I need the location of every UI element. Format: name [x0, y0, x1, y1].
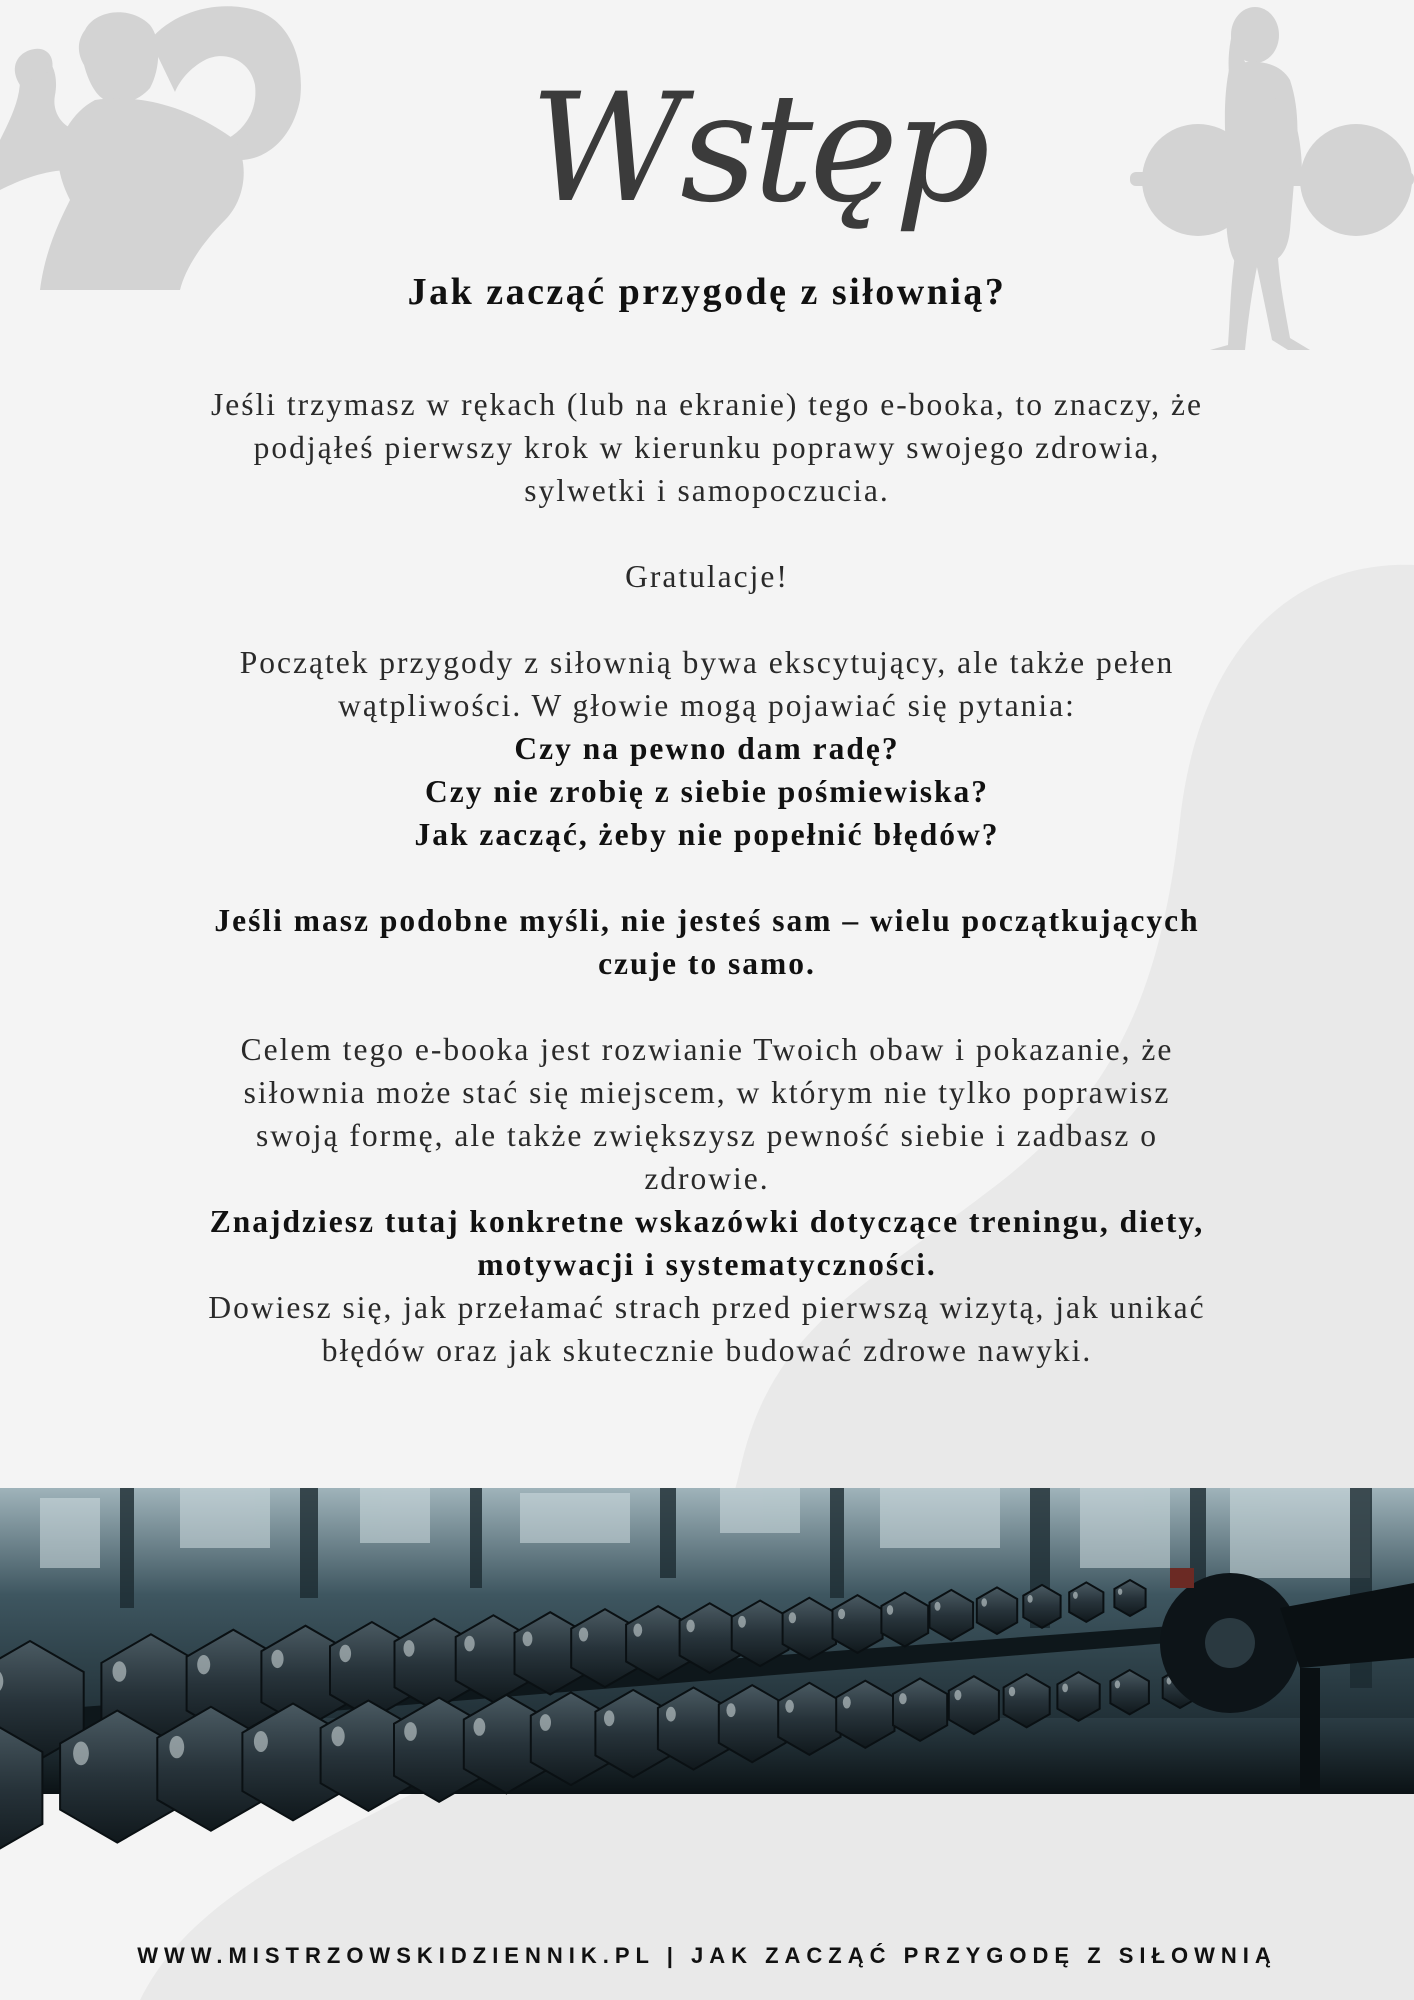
dumbbell-highlight: [540, 1714, 551, 1731]
question-line: Czy nie zrobię z siebie pośmiewiska?: [424, 774, 989, 809]
paragraph-line: Jeśli trzymasz w rękach (lub na ekranie) tego e-booka, to znaczy, że: [211, 387, 1203, 422]
dumbbell-highlight: [981, 1598, 987, 1606]
dumbbell-head: [1110, 1670, 1149, 1714]
dumbbell-highlight: [1062, 1684, 1068, 1693]
paragraph-line: zdrowie.: [644, 1161, 770, 1196]
dumbbell-head: [1023, 1585, 1060, 1628]
question-line: Czy na pewno dam radę?: [514, 731, 900, 766]
dumbbell-highlight: [254, 1731, 268, 1752]
dumbbell-highlight: [935, 1602, 941, 1611]
paragraph-line: wątpliwości. W głowie mogą pojawiać się pytania:: [338, 688, 1076, 723]
dumbbell-highlight: [843, 1696, 851, 1708]
heading-text: Wstęp: [530, 62, 987, 236]
bodybuilder-silhouette-icon: [0, 0, 310, 290]
dumbbell-highlight: [604, 1710, 614, 1726]
question-line: Jak zacząć, żeby nie popełnić błędów?: [414, 817, 1000, 852]
page-heading: [520, 30, 987, 250]
dumbbell-highlight: [1073, 1592, 1078, 1599]
paragraph-line: Początek przygody z siłownią bywa ekscytujący, ale także pełen: [239, 645, 1175, 680]
dumbbell-highlight: [113, 1661, 127, 1682]
dumbbell-highlight: [887, 1605, 893, 1615]
dumbbell-head: [977, 1587, 1017, 1634]
dumbbell-highlight: [899, 1693, 907, 1704]
dumbbell-highlight: [789, 1612, 796, 1623]
emphasis-line: Jeśli masz podobne myśli, nie jesteś sam – wielu początkujących: [214, 903, 1200, 938]
paragraph-line: podjąłeś pierwszy krok w kierunku poprawy swojego zdrowia,: [253, 430, 1161, 465]
paragraph-line: Celem tego e-booka jest rozwianie Twoich obaw i pokazanie, że: [240, 1032, 1174, 1067]
dumbbell-highlight: [523, 1632, 533, 1647]
dumbbell-highlight: [404, 1722, 417, 1741]
paragraph-line: sylwetki i samopoczucia.: [524, 473, 890, 508]
dumbbell-highlight: [954, 1690, 961, 1700]
dumbbell-highlight: [1028, 1595, 1033, 1603]
paragraph-line: swoją formę, ale także zwiększysz pewność siebie i zadbasz o: [256, 1118, 1158, 1153]
paragraph-line: błędów oraz jak skutecznie budować zdrowe nawyki.: [321, 1333, 1093, 1368]
intro-text: [100, 383, 1314, 1372]
emphasis-line: czuje to samo.: [598, 946, 816, 981]
dumbbell-highlight: [404, 1640, 415, 1657]
dumbbell-highlight: [474, 1718, 486, 1736]
dumbbell-highlight: [1115, 1680, 1120, 1688]
dumbbell-highlight: [666, 1707, 676, 1722]
dumbbell-head: [1069, 1582, 1103, 1622]
emphasis-line: motywacji i systematyczności.: [477, 1247, 937, 1282]
dumbbell-highlight: [169, 1736, 184, 1758]
dumbbell-highlight: [271, 1650, 283, 1668]
dumbbell-highlight: [340, 1645, 352, 1662]
emphasis-line: Znajdziesz tutaj konkretne wskazówki dotyczące treningu, diety,: [209, 1204, 1205, 1239]
dumbbell-highlight: [73, 1742, 89, 1766]
dumbbell-highlight: [332, 1726, 345, 1746]
page-footer: WWW.MISTRZOWSKIDZIENNIK.PL | JAK ZACZĄĆ PRZYGODĘ Z SIŁOWNIĄ: [137, 1943, 1277, 1968]
paragraph-line: Dowiesz się, jak przełamać strach przed pierwszą wizytą, jak unikać: [208, 1290, 1206, 1325]
dumbbell-highlight: [686, 1620, 694, 1633]
dumbbell-highlight: [197, 1655, 210, 1674]
congratulations-line: Gratulacje!: [625, 559, 789, 594]
dumbbell-highlight: [726, 1703, 735, 1717]
dumbbell-highlight: [633, 1624, 642, 1637]
paragraph-line: siłownia może stać się miejscem, w którym nie tylko poprawisz: [243, 1075, 1171, 1110]
dumbbell-head: [1114, 1580, 1145, 1616]
dumbbell-rack-photo: [0, 1488, 1414, 1794]
dumbbell-highlight: [785, 1700, 794, 1713]
dumbbell-highlight: [1118, 1589, 1122, 1595]
dumbbell-highlight: [1009, 1687, 1015, 1697]
page-subtitle: Jak zacząć przygodę z siłownią?: [407, 271, 1007, 313]
dumbbell-highlight: [738, 1616, 746, 1628]
dumbbell-highlight: [838, 1609, 845, 1619]
dumbbell-highlight: [464, 1636, 474, 1652]
dumbbell-highlight: [579, 1628, 588, 1642]
